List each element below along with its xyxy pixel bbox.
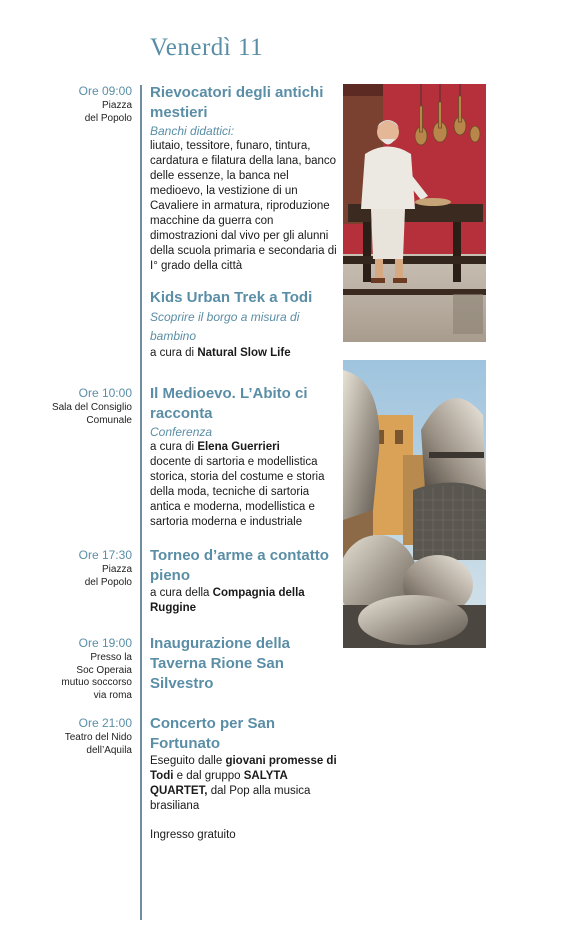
event-time-place <box>20 84 132 125</box>
event-content <box>150 384 340 530</box>
event-description: liutaio, tessitore, funaro, tintura, cardatura e filatura della lana, banco delle essenze, la banca nel medioevo, la vestizione di un Cavaliere in armatura, riproduzione macchine da guerra con dimostrazioni dal vivo per gli alunni della scuola primaria e secondaria di I° grado della città <box>150 140 337 272</box>
event-place-line: Sala del Consiglio <box>51 402 132 413</box>
event-content <box>150 83 340 361</box>
event-title-kids-trek: Kids Urban Trek a Todi <box>150 289 313 306</box>
event-title: Il Medioevo. L’Abito ci racconta <box>150 385 308 422</box>
event-place-line: dell’Aquila <box>86 744 132 756</box>
event-place-line: via roma <box>93 689 132 701</box>
desc-group-name: SALYTA QUARTET, <box>150 770 288 797</box>
curator-name: Elena Guerrieri <box>197 441 280 453</box>
desc-mid: e dal gruppo <box>173 770 244 782</box>
curator-name: Natural Slow Life <box>197 347 291 359</box>
event-title: Concerto per San Fortunato <box>150 715 276 752</box>
event-subtitle: Banchi didattici: <box>150 124 235 138</box>
curator-prefix: a cura della <box>150 587 213 599</box>
event-description <box>150 754 340 814</box>
event-time: Ore 10:00 <box>78 386 132 400</box>
artisan-photo <box>343 84 486 342</box>
event-description: docente di sartoria e modellistica storica, storia del costume e storia della moda, tecniche di sartoria antica e moderna, modellistica e sartoria moderna e industriale <box>150 456 325 528</box>
event-place-line: Soc Operaia <box>76 664 132 676</box>
event-place-line: Piazza <box>101 564 132 575</box>
event-content <box>150 634 340 694</box>
event-time: Ore 17:30 <box>78 548 132 562</box>
desc-suffix: dal Pop alla musica brasiliana <box>150 785 311 812</box>
event-title: Inaugurazione della Taverna Rione San Silvestro <box>150 635 291 692</box>
event-note: Ingresso gratuito <box>150 829 236 841</box>
event-title: Torneo d’arme a contatto pieno <box>150 547 329 584</box>
event-content <box>150 546 340 616</box>
page-title: Venerdì 11 <box>150 34 264 61</box>
event-curator <box>150 346 340 361</box>
knight-photo <box>343 360 486 648</box>
curator-name: Compagnia della Ruggine <box>150 587 305 614</box>
desc-prefix: Eseguito dalle <box>150 755 226 767</box>
event-time-place <box>20 716 132 757</box>
event-place-line: mutuo soccorso <box>61 677 132 688</box>
event-time-place <box>20 636 132 702</box>
event-place-line: del Popolo <box>84 576 132 588</box>
event-place-line: Piazza <box>101 100 132 111</box>
event-curator <box>150 440 340 455</box>
curator-prefix: a cura di <box>150 441 198 453</box>
event-time-place <box>20 386 132 427</box>
event-time: Ore 19:00 <box>78 636 132 650</box>
event-place-line: Comunale <box>86 414 132 426</box>
event-title: Rievocatori degli antichi mestieri <box>150 84 324 121</box>
timeline-line <box>140 85 142 920</box>
event-place-line: Teatro del Nido <box>64 732 132 743</box>
curator-prefix: a cura di <box>150 347 198 359</box>
event-place-line: del Popolo <box>84 112 132 124</box>
event-time: Ore 21:00 <box>78 716 132 730</box>
event-time-place <box>20 548 132 589</box>
event-subtitle: Conferenza <box>150 425 213 439</box>
event-subtitle-kids-trek: Scoprire il borgo a misura di bambino <box>150 310 300 343</box>
event-place-line: Presso la <box>90 652 132 663</box>
event-content <box>150 714 340 843</box>
event-curator <box>150 586 340 616</box>
desc-performers: giovani promesse di Todi <box>150 755 337 782</box>
event-time: Ore 09:00 <box>78 84 132 98</box>
